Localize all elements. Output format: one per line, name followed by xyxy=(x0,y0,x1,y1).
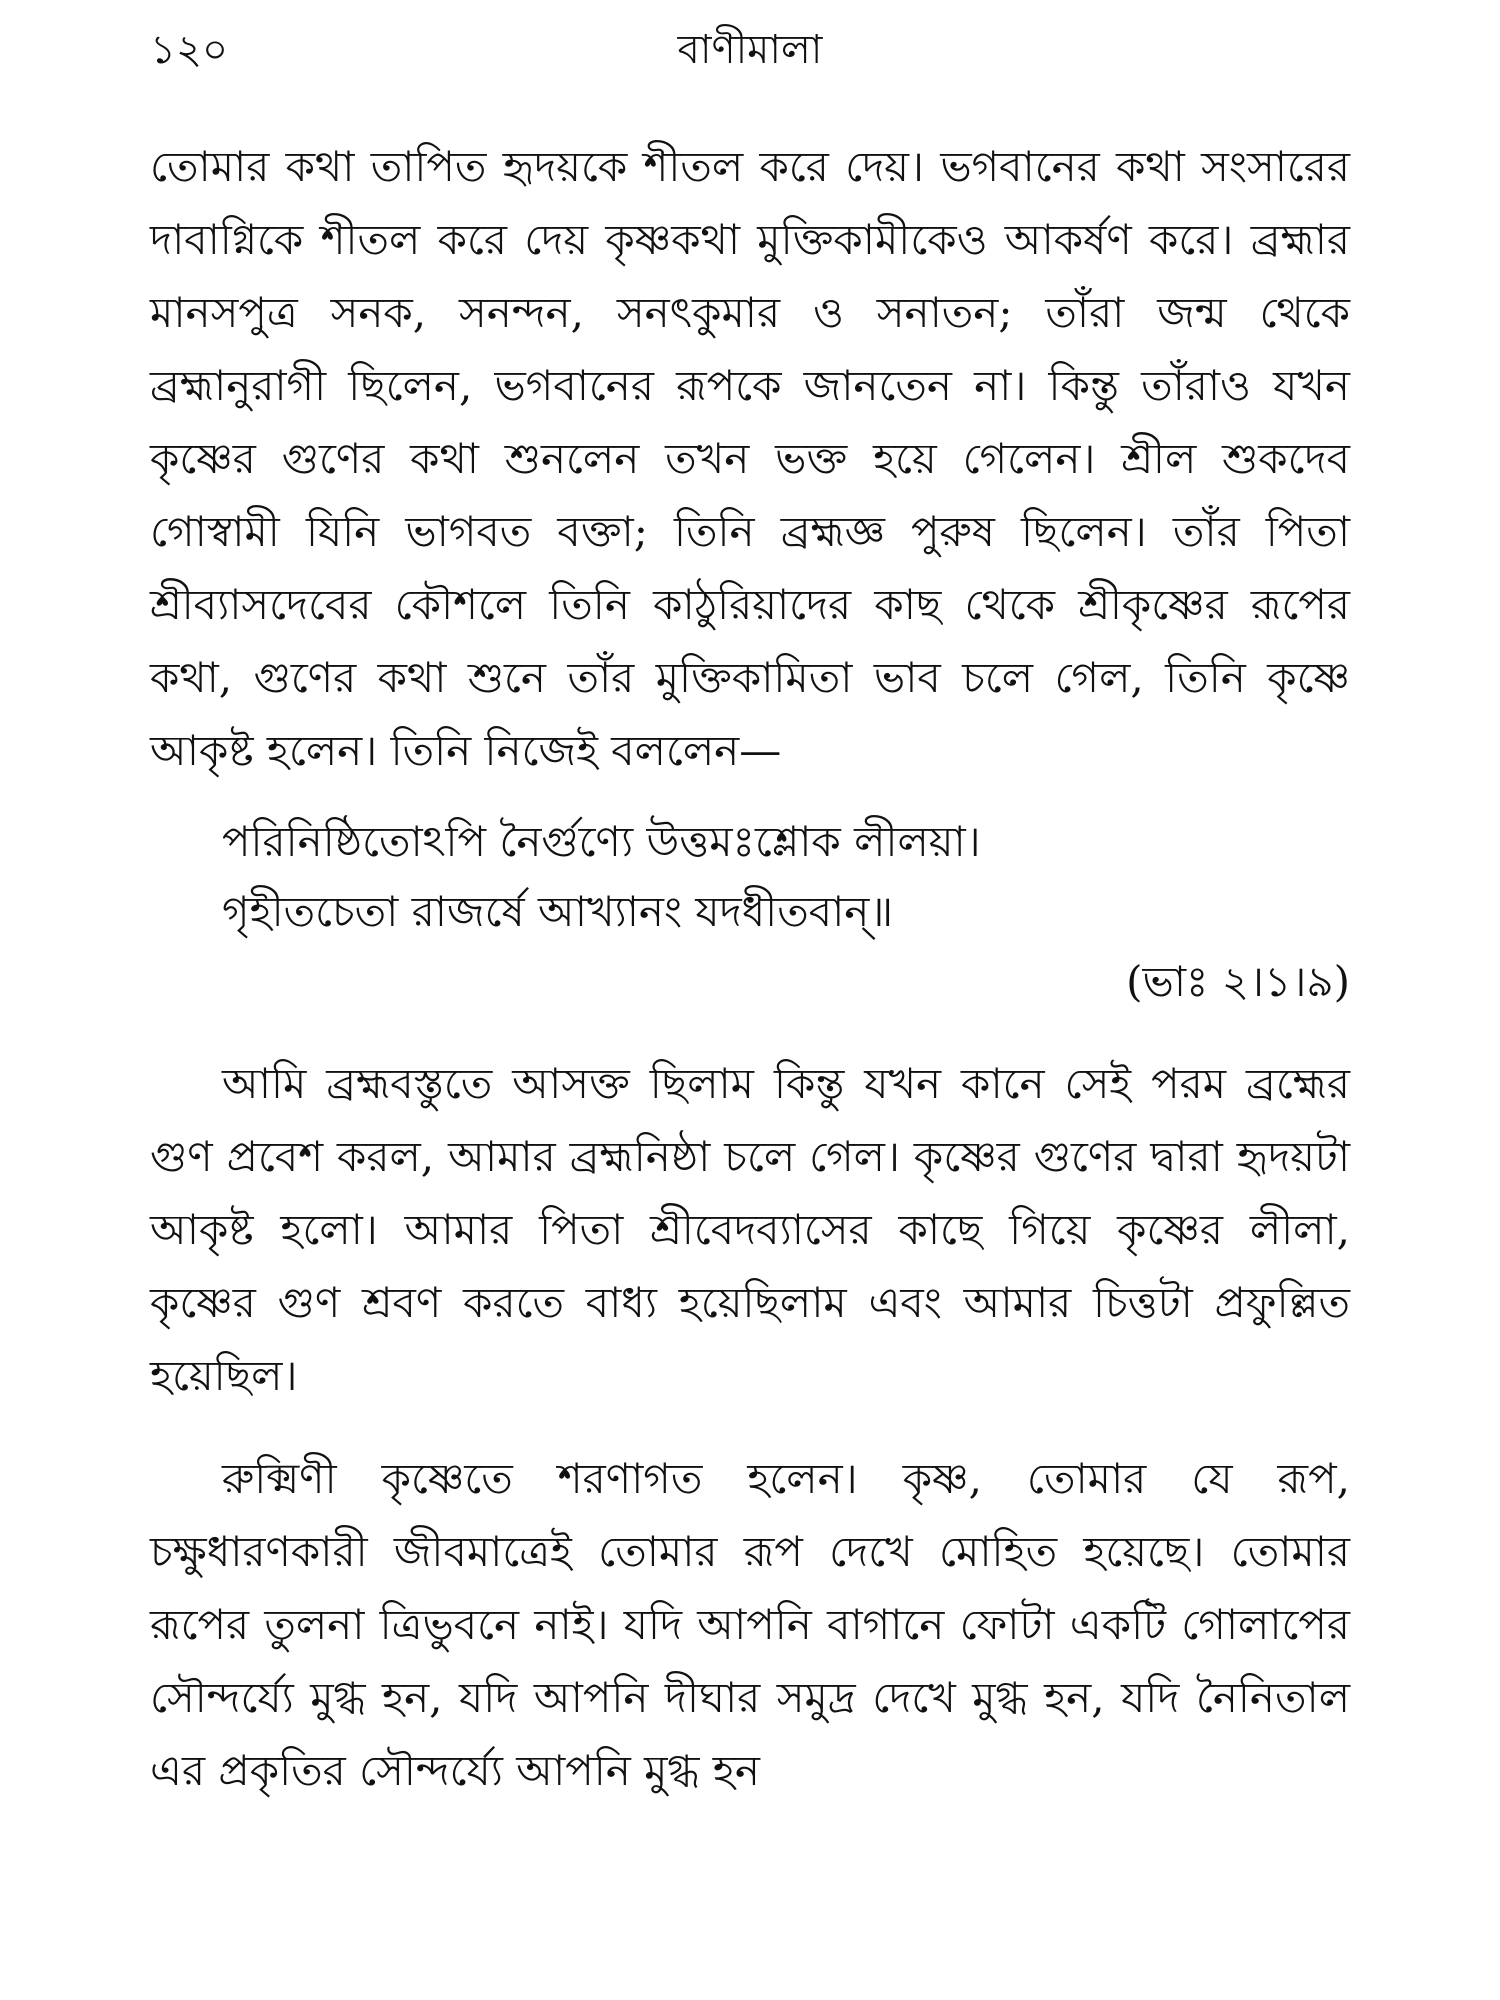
page-number: ১২০ xyxy=(150,27,228,73)
sanskrit-verse xyxy=(222,807,1350,947)
body-text xyxy=(150,130,1350,1807)
page-header xyxy=(0,20,1500,90)
verse-line-1: পরিনিষ্ঠিতোঽপি নৈর্গুণ্যে উত্তমঃশ্লোক লীলয়া। xyxy=(222,817,981,866)
paragraph-2: আমি ব্রহ্মবস্তুতে আসক্ত ছিলাম কিন্তু যখন কানে সেই পরম ব্রহ্মের গুণ প্রবেশ করল, আমার ব্রহ্মনিষ্ঠা চলে গেল। কৃষ্ণের গুণের দ্বারা হৃদয়টা আকৃষ্ট হলো। আমার পিতা শ্রীবেদব্যাসের কাছে গিয়ে কৃষ্ণের লীলা, কৃষ্ণের গুণ শ্রবণ করতে বাধ্য হয়েছিলাম এবং আমার চিত্তটা প্রফুল্লিত হয়েছিল। xyxy=(150,1059,1350,1400)
paragraph-1: তোমার কথা তাপিত হৃদয়কে শীতল করে দেয়। ভগবানের কথা সংসারের দাবাগ্নিকে শীতল করে দেয় কৃষ্ণকথা মুক্তিকামীকেও আকর্ষণ করে। ব্রহ্মার মানসপুত্র সনক, সনন্দন, সনৎকুমার ও সনাতন; তাঁরা জন্ম থেকে ব্রহ্মানুরাগী ছিলেন, ভগবানের রূপকে জানতেন না। কিন্তু তাঁরাও যখন কৃষ্ণের গুণের কথা শুনলেন তখন ভক্ত হয়ে গেলেন। শ্রীল শুকদেব গোস্বামী যিনি ভাগবত বক্তা; তিনি ব্রহ্মজ্ঞ পুরুষ ছিলেন। তাঁর পিতা শ্রীব্যাসদেবের কৌশলে তিনি কাঠুরিয়াদের কাছ থেকে শ্রীকৃষ্ণের রূপের কথা, গুণের কথা শুনে তাঁর মুক্তিকামিতা ভাব চলে গেল, তিনি কৃষ্ণে আকৃষ্ট হলেন। তিনি নিজেই বললেন— xyxy=(150,142,1350,775)
running-title: বাণীমালা xyxy=(677,27,823,73)
paragraph-3: রুক্মিণী কৃষ্ণেতে শরণাগত হলেন। কৃষ্ণ, তোমার যে রূপ, চক্ষুধারণকারী জীবমাত্রেই তোমার রূপ দেখে মোহিত হয়েছে। তোমার রূপের তুলনা ত্রিভুবনে নাই। যদি আপনি বাগানে ফোটা একটি গোলাপের সৌন্দর্য্যে মুগ্ধ হন, যদি আপনি দীঘার সমুদ্র দেখে মুগ্ধ হন, যদি নৈনিতাল এর প্রকৃতির সৌন্দর্য্যে আপনি মুগ্ধ হন xyxy=(150,1454,1350,1795)
verse-reference: (ভাঃ ২।১।৯) xyxy=(1126,957,1350,1006)
verse-line-2: গৃহীতচেতা রাজর্ষে আখ্যানং যদধীতবান্॥ xyxy=(222,887,894,936)
